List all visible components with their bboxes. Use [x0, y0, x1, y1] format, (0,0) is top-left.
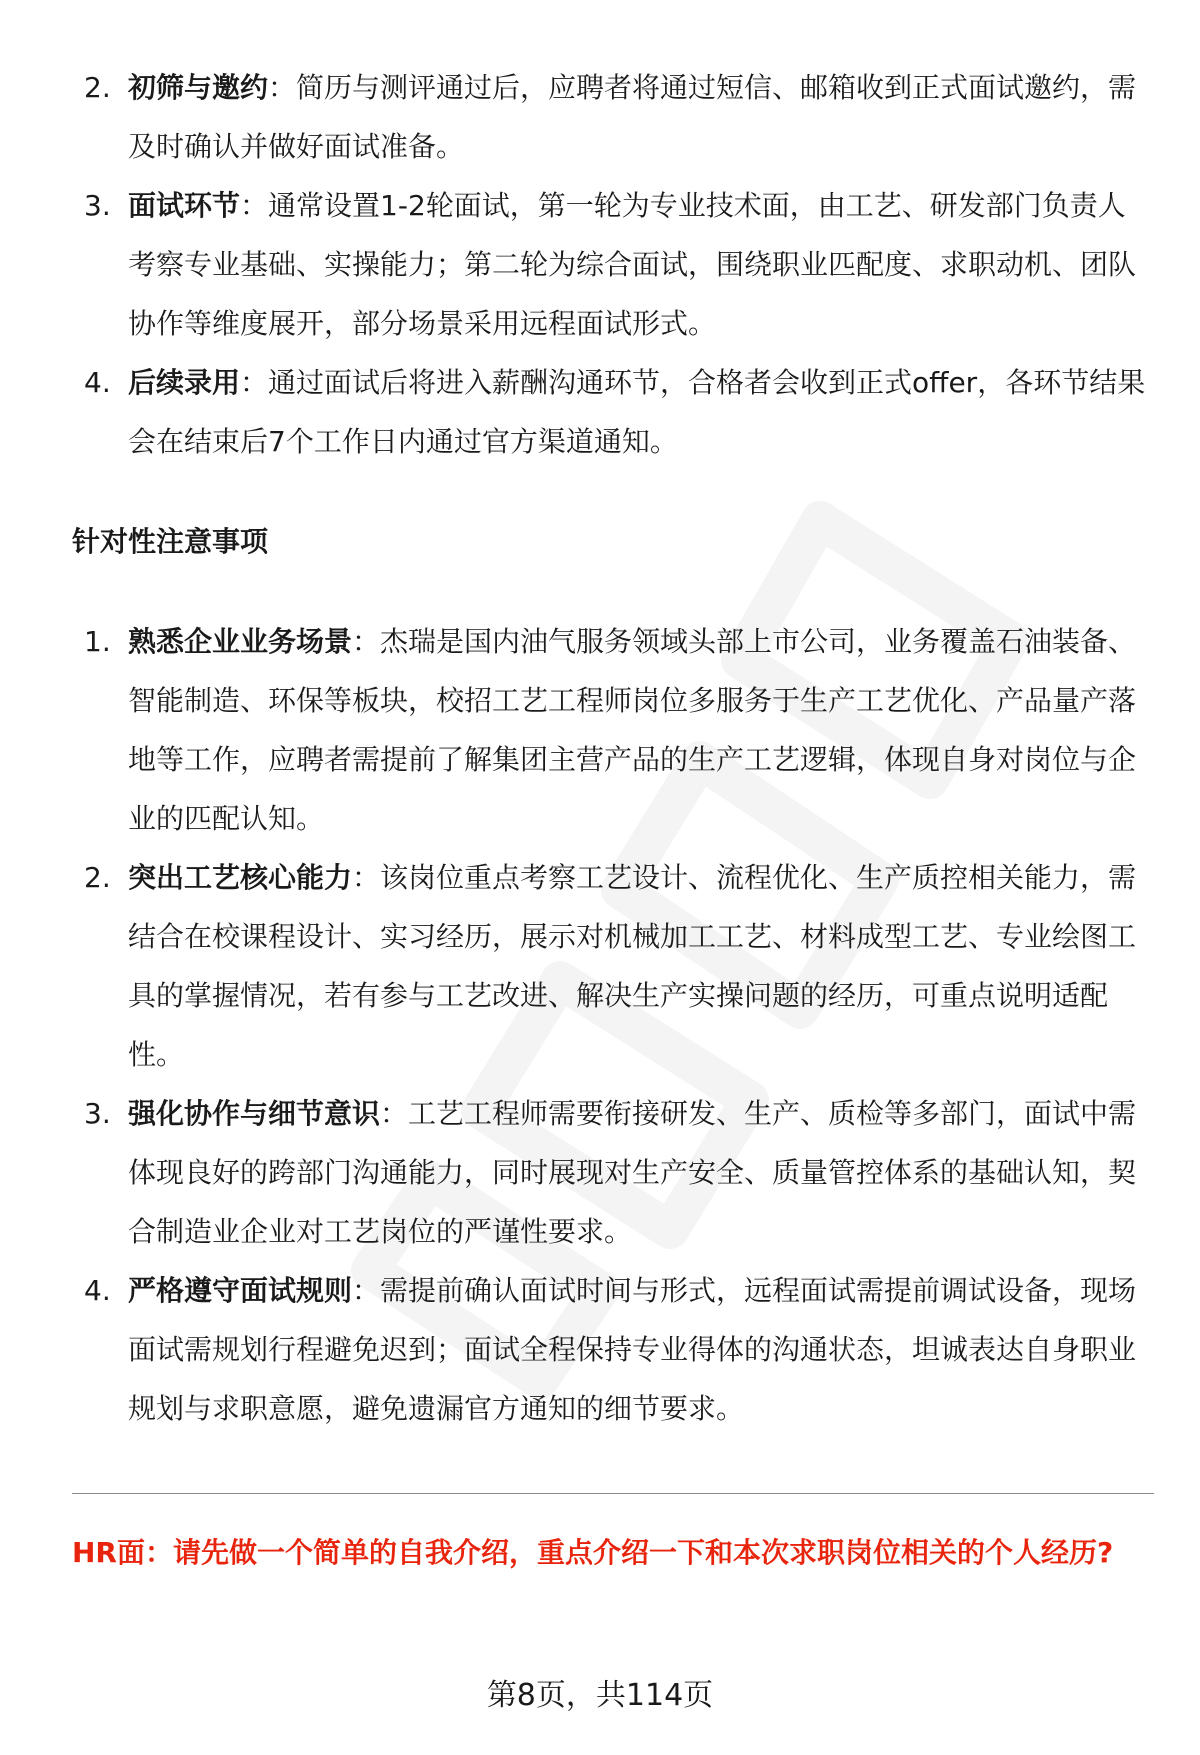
- list-item-number: 3.: [84, 189, 111, 222]
- list-item-number: 2.: [84, 71, 111, 104]
- list-item: [72, 1084, 1152, 1261]
- list-item-term: 强化协作与细节意识: [128, 1097, 381, 1130]
- list-item-number: 4.: [84, 366, 111, 399]
- section-divider: [72, 1493, 1154, 1494]
- recruitment-process-list: [72, 58, 1152, 471]
- list-item-text: 杰瑞是国内油气服务领域头部上市公司，业务覆盖石油装备、智能制造、环保等板块，校招工艺工程师岗位多服务于生产工艺优化、产品量产落地等工作，应聘者需提前了解集团主营产品的生产工艺逻辑，体现自身对岗位与企业的匹配认知。: [128, 625, 1137, 835]
- list-item: [72, 848, 1152, 1084]
- list-item-term: 初筛与邀约: [128, 71, 269, 104]
- list-item-text: 需提前确认面试时间与形式，远程面试需提前调试设备，现场面试需规划行程避免迟到；面试全程保持专业得体的沟通状态，坦诚表达自身职业规划与求职意愿，避免遗漏官方通知的细节要求。: [128, 1274, 1137, 1425]
- list-item: [72, 176, 1152, 353]
- section-heading: 针对性注意事项: [72, 525, 269, 558]
- page-number: 第8页，共114页: [486, 1678, 714, 1713]
- list-item-text: 工艺工程师需要衔接研发、生产、质检等多部门，面试中需体现良好的跨部门沟通能力，同时展现对生产安全、质量管控体系的基础认知，契合制造业企业对工艺岗位的严谨性要求。: [128, 1097, 1137, 1248]
- list-item-text: 通常设置1-2轮面试，第一轮为专业技术面，由工艺、研发部门负责人考察专业基础、实操能力；第二轮为综合面试，围绕职业匹配度、求职动机、团队协作等维度展开，部分场景采用远程面试形式。: [128, 189, 1137, 340]
- list-item-term: 突出工艺核心能力: [128, 861, 353, 894]
- list-item: [72, 1261, 1152, 1438]
- list-item: [72, 353, 1152, 471]
- list-item-term: 严格遵守面试规则: [128, 1274, 353, 1307]
- list-item-text: 简历与测评通过后，应聘者将通过短信、邮箱收到正式面试邀约，需及时确认并做好面试准备。: [128, 71, 1137, 163]
- hr-question: HR面：请先做一个简单的自我介绍，重点介绍一下和本次求职岗位相关的个人经历?: [72, 1536, 1114, 1569]
- list-item-number: 4.: [84, 1274, 111, 1307]
- list-item-separator: ：: [380, 1097, 409, 1130]
- list-item-number: 1.: [84, 625, 111, 658]
- list-item-separator: ：: [240, 189, 269, 222]
- list-item-separator: ：: [352, 861, 381, 894]
- list-item-text: 该岗位重点考察工艺设计、流程优化、生产质控相关能力，需结合在校课程设计、实习经历，展示对机械加工工艺、材料成型工艺、专业绘图工具的掌握情况，若有参与工艺改进、解决生产实操问题的经历，可重点说明适配性。: [128, 861, 1137, 1071]
- list-item-term: 熟悉企业业务场景: [128, 625, 353, 658]
- list-item: [72, 58, 1152, 176]
- list-item: [72, 612, 1152, 848]
- list-item-number: 2.: [84, 861, 111, 894]
- list-item-text: 通过面试后将进入薪酬沟通环节，合格者会收到正式offer，各环节结果会在结束后7个工作日内通过官方渠道通知。: [128, 366, 1146, 458]
- list-item-separator: ：: [268, 71, 297, 104]
- interview-notes-list: [72, 612, 1152, 1438]
- list-item-separator: ：: [352, 1274, 381, 1307]
- list-item-separator: ：: [240, 366, 269, 399]
- list-item-separator: ：: [352, 625, 381, 658]
- list-item-number: 3.: [84, 1097, 111, 1130]
- list-item-term: 面试环节: [128, 189, 241, 222]
- list-item-term: 后续录用: [128, 366, 241, 399]
